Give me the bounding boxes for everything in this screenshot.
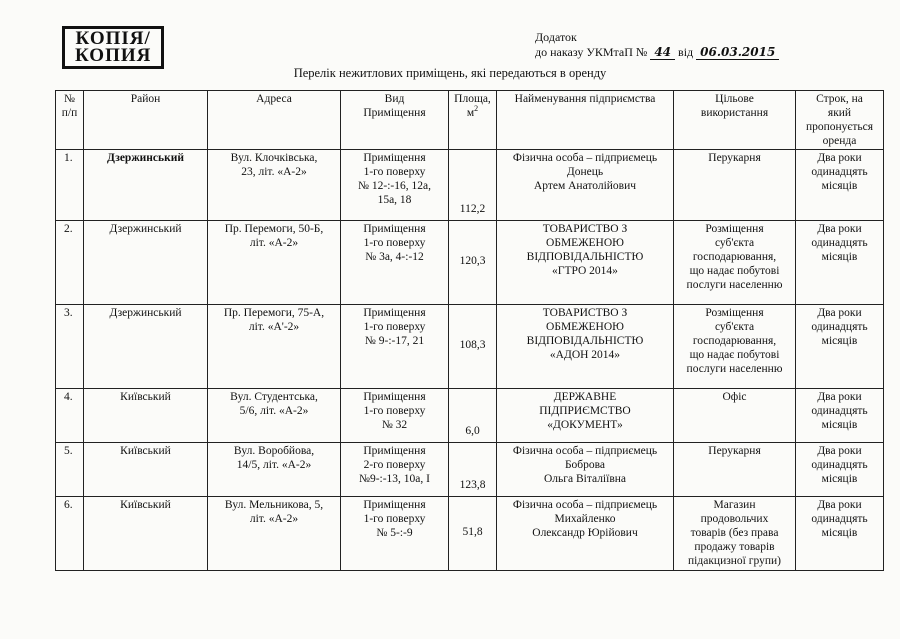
row-premises: Приміщення 1-го поверху № 3а, 4-:-12: [341, 221, 449, 305]
row-tenant: Фізична особа – підприємець Михайленко Олександр Юрійович: [497, 497, 674, 571]
row-area: 108,3: [449, 305, 497, 389]
stamp-line-2: КОПИЯ: [75, 45, 152, 66]
header-premises: Вид Приміщення: [341, 91, 449, 150]
table-row: [56, 443, 884, 497]
header-address: Адреса: [208, 91, 341, 150]
row-area: 51,8: [449, 497, 497, 571]
row-area: 112,2: [449, 150, 497, 221]
header-area-label: Площа, м: [454, 93, 491, 119]
row-district: Київський: [84, 443, 208, 497]
row-premises: Приміщення 1-го поверху № 5-:-9: [341, 497, 449, 571]
row-num: 2.: [56, 221, 84, 305]
row-address: Вул. Мельникова, 5, літ. «А-2»: [208, 497, 341, 571]
row-term: Два роки одинадцять місяців: [796, 389, 884, 443]
header-term: Строк, на який пропонується оренда: [796, 91, 884, 150]
row-tenant: Фізична особа – підприємець Донець Артем Анатолійович: [497, 150, 674, 221]
addendum-label: Додаток: [535, 30, 577, 44]
header-purpose: Цільове використання: [674, 91, 796, 150]
row-district: Дзержинський: [84, 221, 208, 305]
header-tenant: Найменування підприємства: [497, 91, 674, 150]
header-num: № п/п: [56, 91, 84, 150]
table-row: [56, 305, 884, 389]
row-term: Два роки одинадцять місяців: [796, 221, 884, 305]
header-district: Район: [84, 91, 208, 150]
row-term: Два роки одинадцять місяців: [796, 497, 884, 571]
row-tenant: Фізична особа – підприємець Боброва Ольга Віталіївна: [497, 443, 674, 497]
copy-stamp: [62, 26, 164, 69]
stamp-line-1: КОПІЯ/: [75, 28, 151, 49]
row-premises: Приміщення 1-го поверху № 9-:-17, 21: [341, 305, 449, 389]
row-term: Два роки одинадцять місяців: [796, 305, 884, 389]
row-address: Вул. Клочківська, 23, літ. «А-2»: [208, 150, 341, 221]
row-purpose: Розміщення суб'єкта господарювання, що надає побутові послуги населенню: [674, 305, 796, 389]
table-header-row: [56, 91, 884, 150]
row-area: 6,0: [449, 389, 497, 443]
premises-table: [55, 90, 884, 571]
row-district: Київський: [84, 497, 208, 571]
row-purpose: Розміщення суб'єкта господарювання, що надає побутові послуги населенню: [674, 221, 796, 305]
row-premises: Приміщення 2-го поверху №9-:-13, 10а, I: [341, 443, 449, 497]
document-title: Перелік нежитлових приміщень, які передаються в оренду: [293, 66, 607, 80]
row-tenant: ТОВАРИСТВО З ОБМЕЖЕНОЮ ВІДПОВІДАЛЬНІСТЮ «ГТРО 2014»: [497, 221, 674, 305]
order-reference: [535, 45, 779, 60]
row-num: 6.: [56, 497, 84, 571]
row-district: Дзержинський: [84, 305, 208, 389]
order-number: 44: [650, 45, 675, 60]
row-purpose: Офіс: [674, 389, 796, 443]
row-num: 3.: [56, 305, 84, 389]
row-area: 120,3: [449, 221, 497, 305]
table-row: [56, 497, 884, 571]
row-address: Вул. Воробйова, 14/5, літ. «А-2»: [208, 443, 341, 497]
row-address: Вул. Студентська, 5/6, літ. «А-2»: [208, 389, 341, 443]
row-num: 1.: [56, 150, 84, 221]
row-term: Два роки одинадцять місяців: [796, 150, 884, 221]
header-area-sup: 2: [474, 104, 479, 114]
order-prefix: до наказу УКМтаП №: [535, 45, 648, 59]
row-tenant: ДЕРЖАВНЕ ПІДПРИЄМСТВО «ДОКУМЕНТ»: [497, 389, 674, 443]
row-district: Київський: [84, 389, 208, 443]
row-premises: Приміщення 1-го поверху № 32: [341, 389, 449, 443]
order-date: 06.03.2015: [696, 45, 779, 60]
addendum-header: [535, 30, 779, 60]
table-row: [56, 389, 884, 443]
row-address: Пр. Перемоги, 50-Б, літ. «А-2»: [208, 221, 341, 305]
header-area: [449, 91, 497, 150]
table-row: [56, 221, 884, 305]
row-num: 4.: [56, 389, 84, 443]
row-num: 5.: [56, 443, 84, 497]
row-purpose: Перукарня: [674, 443, 796, 497]
row-district: Дзержинський: [84, 150, 208, 221]
row-purpose: Магазин продовольчих товарів (без права продажу товарів підакцизної групи): [674, 497, 796, 571]
row-term: Два роки одинадцять місяців: [796, 443, 884, 497]
date-prefix: від: [678, 45, 694, 59]
row-tenant: ТОВАРИСТВО З ОБМЕЖЕНОЮ ВІДПОВІДАЛЬНІСТЮ «АДОН 2014»: [497, 305, 674, 389]
table-row: [56, 150, 884, 221]
row-premises: Приміщення 1-го поверху № 12-:-16, 12а, 15а, 18: [341, 150, 449, 221]
row-area: 123,8: [449, 443, 497, 497]
row-purpose: Перукарня: [674, 150, 796, 221]
row-address: Пр. Перемоги, 75-А, літ. «А'-2»: [208, 305, 341, 389]
